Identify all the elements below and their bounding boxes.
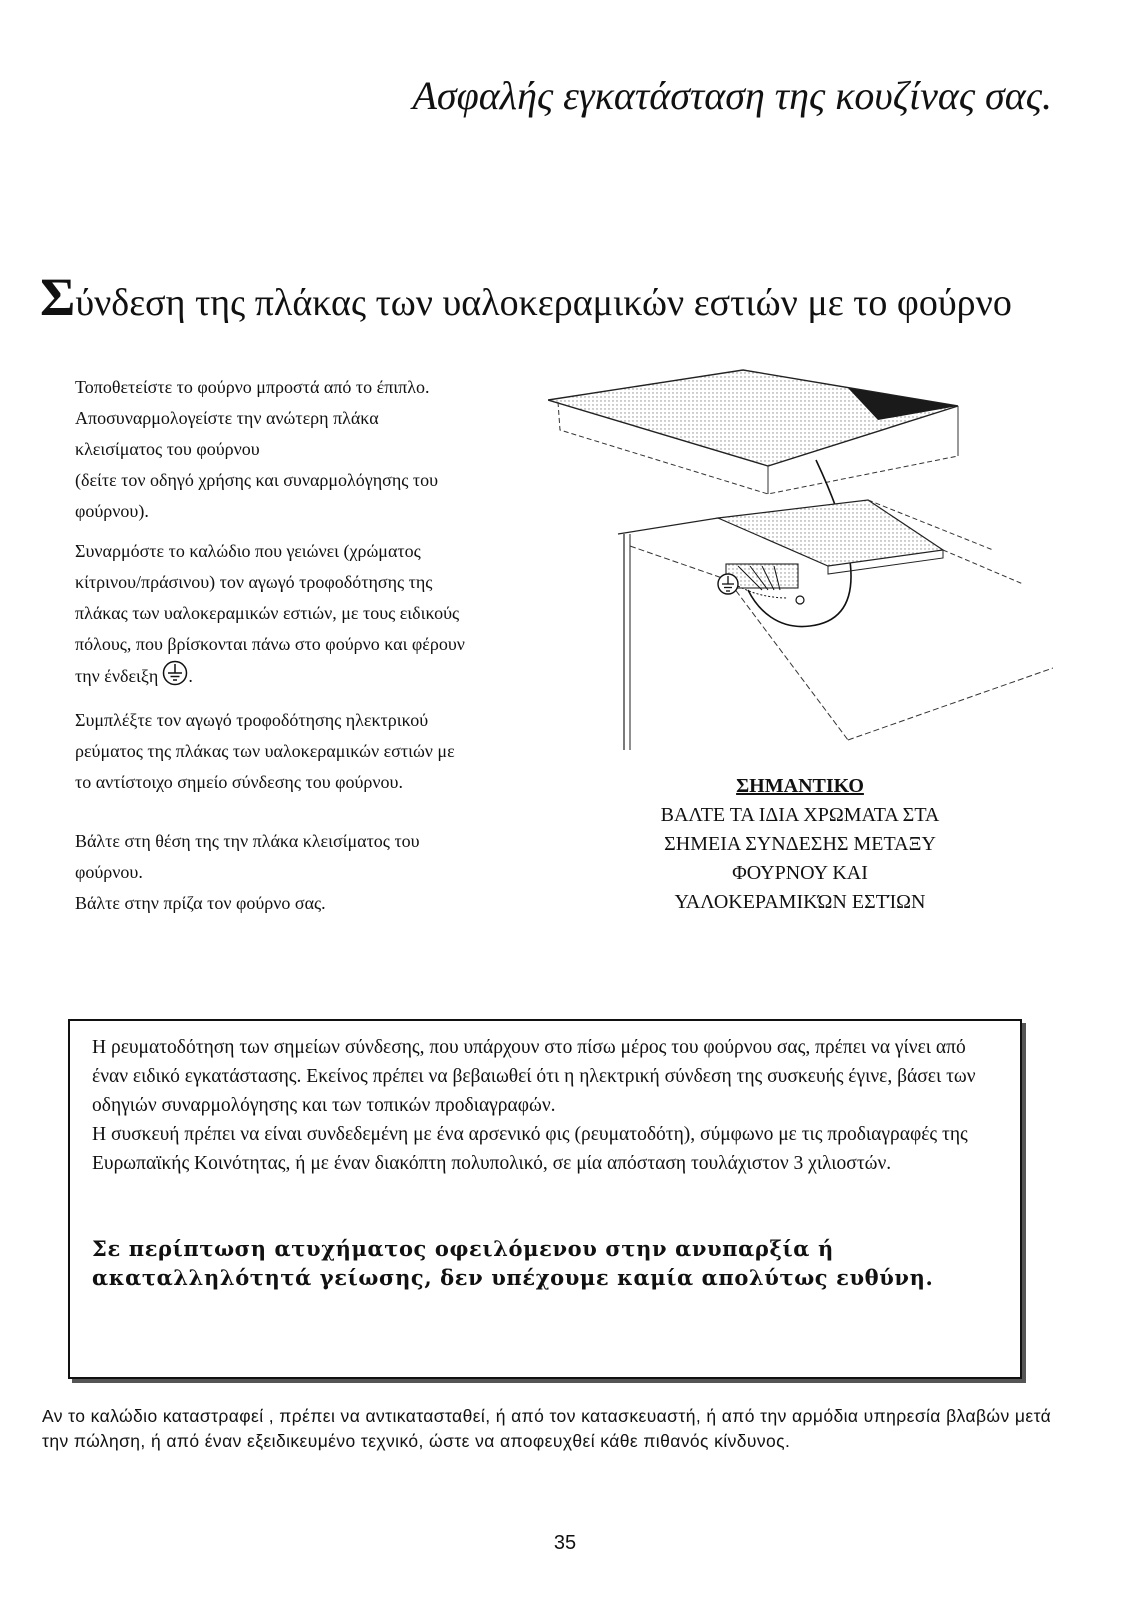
- important-line: ΥΑΛΟΚΕΡΑΜΙΚΏΝ ΕΣΤΊΩΝ: [674, 891, 926, 913]
- step-line: κλεισίματος του φούρνου: [75, 439, 260, 459]
- step-line: Αποσυναρμολογείστε την ανώτερη πλάκα: [75, 408, 379, 428]
- step-line-suffix: .: [188, 666, 193, 687]
- oven-top-panel: [718, 500, 943, 566]
- step-2: [75, 536, 545, 696]
- step-line: Συναρμόστε το καλώδιο που γειώνει (χρώματος: [75, 541, 421, 561]
- important-notice: [610, 772, 990, 917]
- step-line: πόλους, που βρίσκονται πάνω στο φούρνο και φέρουν: [75, 634, 465, 654]
- step-line: το αντίστοιχο σημείο σύνδεσης του φούρνου.: [75, 772, 403, 792]
- section-title: [40, 266, 1090, 328]
- step-line: φούρνου).: [75, 501, 149, 521]
- important-line: ΣΗΜΕΙΑ ΣΥΝΔΕΣΗΣ ΜΕΤΑΞΥ: [664, 833, 936, 855]
- step-line: Βάλτε στη θέση της την πλάκα κλεισίματος του: [75, 831, 420, 851]
- important-line: ΦΟΥΡΝΟΥ ΚΑΙ: [732, 862, 868, 884]
- step-line: Τοποθετείστε το φούρνο μπροστά από το έπιπλο.: [75, 377, 430, 397]
- step-line-prefix: την ένδειξη: [75, 666, 159, 687]
- section-title-initial: Σ: [40, 267, 76, 327]
- step-1: [75, 372, 545, 527]
- step-line: φούρνου.: [75, 862, 143, 882]
- important-line: ΒΑΛΤΕ ΤΑ ΙΔΙΑ ΧΡΩΜΑΤΑ ΣΤΑ: [660, 804, 940, 826]
- step-line: (δείτε τον οδηγό χρήσης και συναρμολόγησης του: [75, 470, 439, 490]
- diagram-ground-icon: [718, 574, 738, 594]
- step-4: [75, 826, 545, 919]
- section-title-rest: ύνδεση της πλάκας των υαλοκεραμικών εστιών με το φούρνο: [75, 282, 1012, 324]
- step-line: ρεύματος της πλάκας των υαλοκεραμικών εστιών με: [75, 741, 455, 761]
- hob-oven-connection-diagram: [548, 368, 1053, 758]
- page-number: 35: [553, 1532, 577, 1554]
- notice-paragraph: Η ρευματοδότηση των σημείων σύνδεσης, που υπάρχουν στο πίσω μέρος του φούρνου σας, πρέπει να γίνει από έναν ειδικό εγκατάστασης. Εκείνος πρέπει να βεβαιωθεί ότι η ηλεκτρική σύνδεση της συσκευής έγινε, βάσει των οδηγιών συναρμολόγησης και των τοπικών προδιαγραφών.: [92, 1037, 976, 1116]
- installation-steps: [75, 372, 545, 928]
- footer-note-text: Αν το καλώδιο καταστραφεί , πρέπει να αντικατασταθεί, ή από τον κατασκευαστή, ή από την αρμόδια υπηρεσία βλαβών μετά την πώληση, ή από έναν εξειδικευμένο τεχνικό, ώστε να αποφευχθεί κάθε πιθανός κίνδυνος.: [42, 1406, 1052, 1451]
- step-line: Συμπλέξτε τον αγωγό τροφοδότησης ηλεκτρικού: [75, 710, 429, 730]
- hob-top-surface: [548, 370, 958, 466]
- step-3: [75, 705, 545, 798]
- step-line-with-symbol: [75, 660, 545, 696]
- important-title: ΣΗΜΑΝΤΙΚΟ: [736, 775, 864, 797]
- liability-warning: Σε περίπτωση ατυχήματος οφειλόμενου στην ανυπαρξία ή ακαταλληλότητά γείωσης, δεν υπέχουμε καμία απολύτως ευθύνη.: [92, 1236, 934, 1290]
- step-line: κίτρινου/πράσινου) τον αγωγό τροφοδότησης της: [75, 572, 433, 592]
- electrical-notice-box: [68, 1019, 1022, 1379]
- step-line: πλάκας των υαλοκεραμικών εστιών, με τους ειδικούς: [75, 603, 460, 623]
- page-header-title: Ασφαλής εγκατάσταση της κουζίνας σας.: [412, 73, 1052, 118]
- ground-symbol-icon: [162, 660, 188, 696]
- notice-paragraph: Η συσκευή πρέπει να είναι συνδεδεμένη με ένα αρσενικό φις (ρευματοδότη), σύμφωνο με τις προδιαγραφές της Ευρωπαϊκής Κοινότητας, ή με έναν διακόπτη πολυπολικό, σε μία απόσταση τουλάχιστον 3 χιλιοστών.: [92, 1124, 968, 1174]
- cable-replacement-note: [42, 1404, 1052, 1454]
- step-line: Βάλτε στην πρίζα τον φούρνο σας.: [75, 893, 326, 913]
